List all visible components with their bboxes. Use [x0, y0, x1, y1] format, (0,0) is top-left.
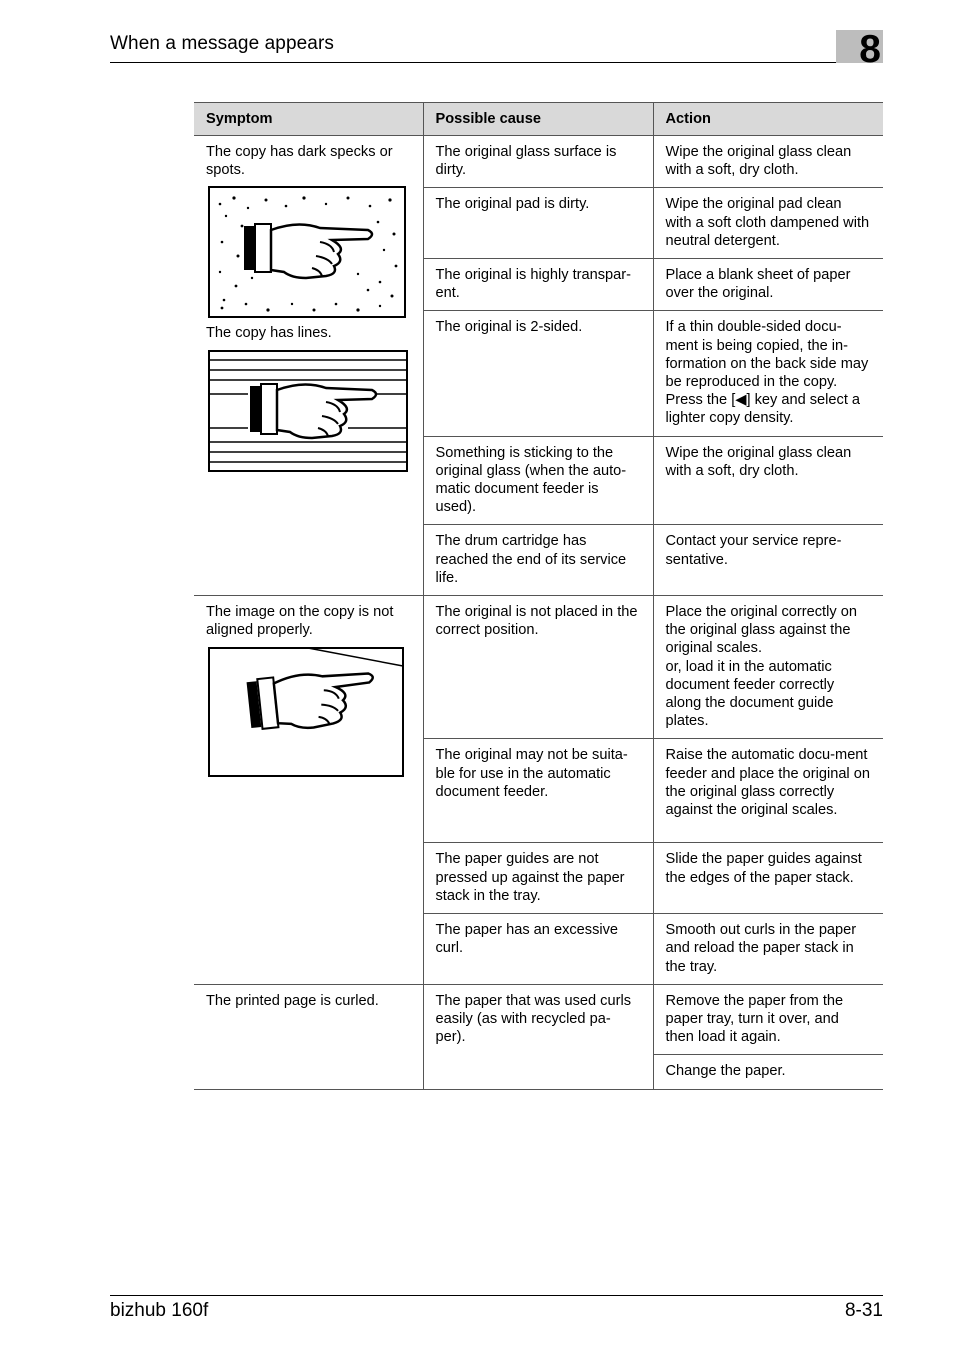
cause-cell: The paper that was used curls easily (as with recycled pa-per).	[423, 984, 653, 1089]
cause-cell: The paper guides are not pressed up against the paper stack in the tray.	[423, 843, 653, 914]
table-row	[194, 984, 883, 1055]
symptom-text: The copy has dark specks or spots.	[206, 144, 393, 179]
cause-cell: The original is 2-sided.	[423, 311, 653, 436]
header-divider	[110, 62, 883, 63]
cause-cell: The original is not placed in the correct position.	[423, 596, 653, 739]
footer-model-name: bizhub 160f	[110, 1300, 209, 1321]
chapter-tab	[836, 28, 883, 71]
action-cell: Raise the automatic docu-ment feeder and place the original on the original glass correctly against the original scales.	[653, 739, 883, 843]
action-cell: Wipe the original glass clean with a soft, dry cloth.	[653, 436, 883, 525]
symptom-text: The printed page is curled.	[206, 992, 379, 1009]
column-header-cause: Possible cause	[423, 103, 653, 136]
action-cell: Slide the paper guides against the edges of the paper stack.	[653, 843, 883, 914]
symptom-cell	[194, 136, 423, 596]
chapter-number: 8	[859, 28, 881, 71]
hand-pointing-lines-icon	[208, 350, 408, 472]
table-header-row	[194, 103, 883, 136]
symptom-text: The copy has lines.	[206, 325, 332, 342]
symptom-cell	[194, 984, 423, 1089]
column-header-action: Action	[653, 103, 883, 136]
cause-cell: The original is highly transpar-ent.	[423, 259, 653, 311]
action-cell: Change the paper.	[653, 1055, 883, 1089]
table-row	[194, 596, 883, 739]
column-header-symptom: Symptom	[194, 103, 423, 136]
troubleshooting-table	[194, 102, 883, 1090]
cause-cell: The original may not be suita-ble for use in the automatic document feeder.	[423, 739, 653, 843]
cause-cell: The original glass surface is dirty.	[423, 136, 653, 188]
table-row	[194, 136, 883, 188]
symptom-cell	[194, 596, 423, 985]
footer-divider	[110, 1295, 883, 1296]
cause-cell: The original pad is dirty.	[423, 188, 653, 259]
action-cell: Remove the paper from the paper tray, turn it over, and then load it again.	[653, 984, 883, 1055]
cause-cell: Something is sticking to the original glass (when the auto-matic document feeder is used).	[423, 436, 653, 525]
footer-page-number: 8-31	[844, 1300, 883, 1321]
action-cell: Wipe the original glass clean with a soft, dry cloth.	[653, 136, 883, 188]
hand-pointing-skewed-icon	[208, 646, 406, 778]
symptom-text: The image on the copy is not aligned properly.	[206, 604, 394, 639]
page-header-title: When a message appears	[110, 33, 334, 54]
cause-cell: The paper has an excessive curl.	[423, 914, 653, 985]
action-cell: Place a blank sheet of paper over the original.	[653, 259, 883, 311]
action-cell: Contact your service repre-sentative.	[653, 525, 883, 596]
hand-pointing-specks-icon	[208, 186, 406, 318]
action-cell: If a thin double-sided docu-ment is being copied, the in-formation on the back side may be reproduced in the copy. Press the [◀] key and select a lighter copy density.	[653, 311, 883, 436]
action-cell: Wipe the original pad clean with a soft cloth dampened with neutral detergent.	[653, 188, 883, 259]
cause-cell: The drum cartridge has reached the end of its service life.	[423, 525, 653, 596]
action-cell: Place the original correctly on the original glass against the original scales. or, load it in the automatic document feeder correctly along the document guide plates.	[653, 596, 883, 739]
action-cell: Smooth out curls in the paper and reload the paper stack in the tray.	[653, 914, 883, 985]
